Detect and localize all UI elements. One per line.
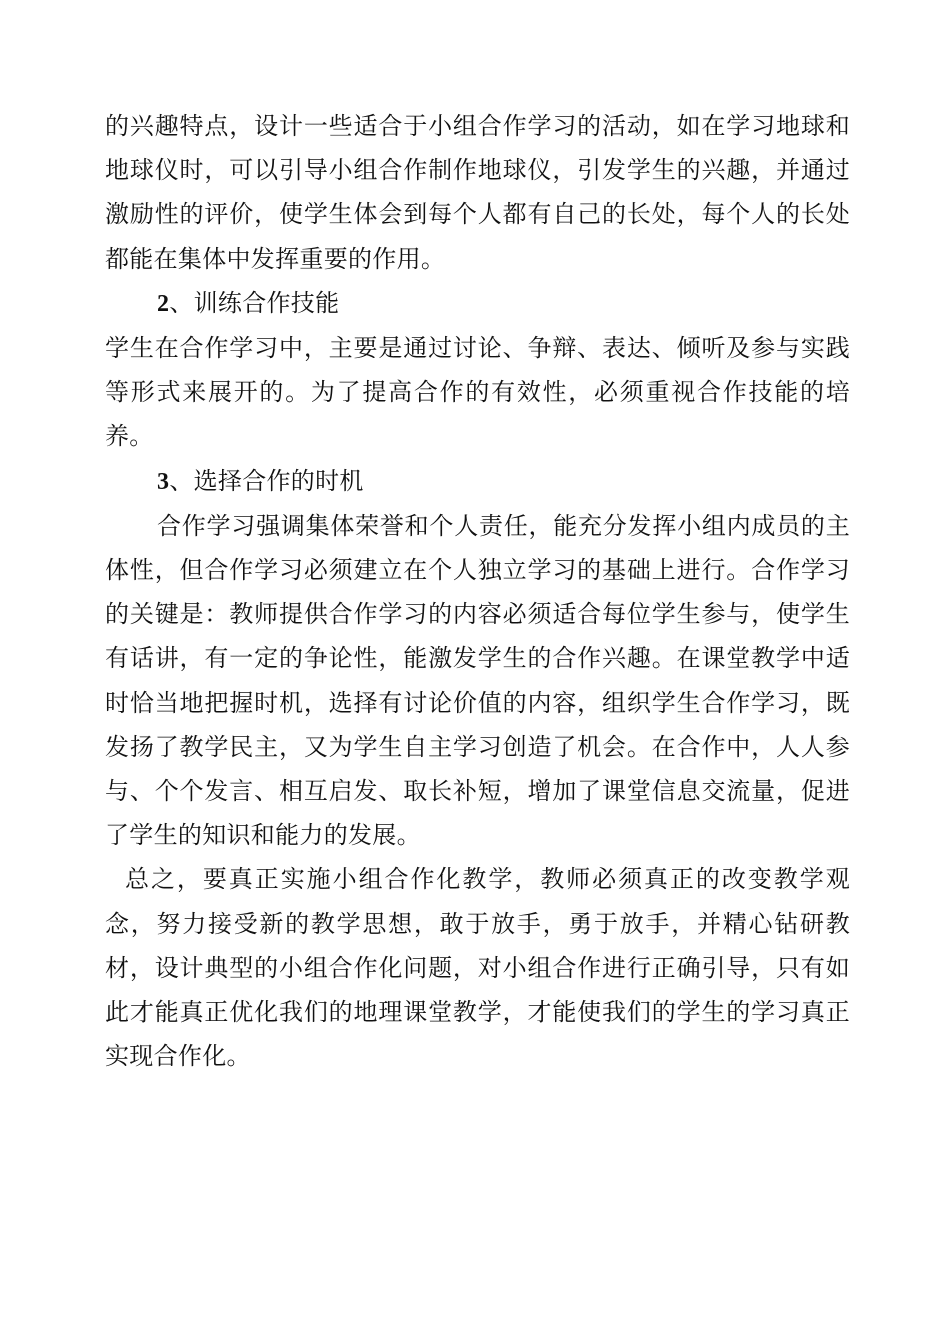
paragraph-conclusion: 总之，要真正实施小组合作化教学，教师必须真正的改变教学观念，努力接受新的教学思想，敢于放手，勇于放手，并精心钻研教材，设计典型的小组合作化问题，对小组合作进行正确引导，只有如此才能真正优化我们的地理课堂教学，才能使我们的学生的学习真正实现合作化。	[105, 865, 850, 1071]
section-heading-2	[105, 281, 850, 326]
paragraph-skills: 学生在合作学习中，主要是通过讨论、争辩、表达、倾听及参与实践等形式来展开的。为了提高合作的有效性，必须重视合作技能的培养。	[105, 334, 850, 451]
section-number-2: 2	[157, 290, 170, 317]
document-body	[105, 104, 850, 1078]
paragraph-timing: 合作学习强调集体荣誉和个人责任，能充分发挥小组内成员的主体性，但合作学习必须建立在个人独立学习的基础上进行。合作学习的关键是：教师提供合作学习的内容必须适合每位学生参与，使学生有话讲，有一定的争论性，能激发学生的合作兴趣。在课堂教学中适时恰当地把握时机，选择有讨论价值的内容，组织学生合作学习，既发扬了教学民主，又为学生自主学习创造了机会。在合作中，人人参与、个个发言、相互启发、取长补短，增加了课堂信息交流量，促进了学生的知识和能力的发展。	[105, 511, 850, 850]
paragraph-intro: 的兴趣特点，设计一些适合于小组合作学习的活动，如在学习地球和地球仪时，可以引导小组合作制作地球仪，引发学生的兴趣，并通过激励性的评价，使学生体会到每个人都有自己的长处，每个人的长处都能在集体中发挥重要的作用。	[105, 112, 850, 273]
section-heading-3	[105, 459, 850, 504]
section-number-3: 3	[157, 468, 170, 495]
section-title-3: 、选择合作的时机	[169, 466, 364, 495]
section-title-2: 、训练合作技能	[169, 288, 340, 317]
